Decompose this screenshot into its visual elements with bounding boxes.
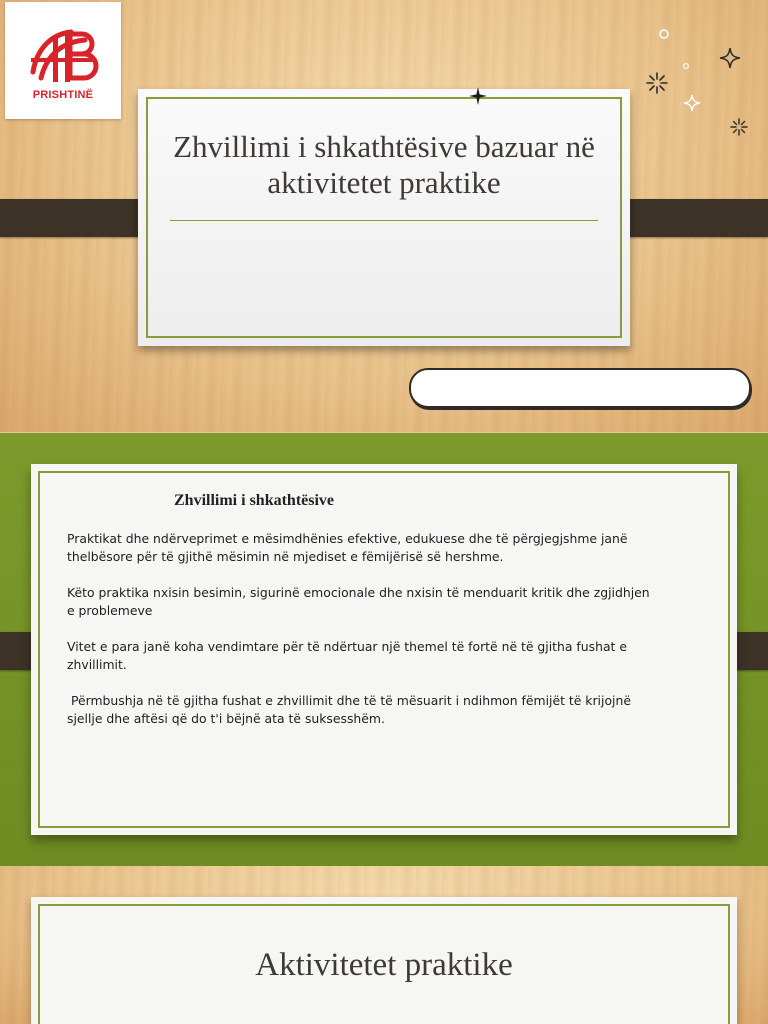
small-circle-sparkle-icon: [682, 62, 690, 70]
title-slide: [0, 0, 768, 432]
title-card: [138, 89, 630, 346]
star-sparkle-icon: [469, 87, 487, 105]
subtitle-pill-box: [409, 368, 751, 408]
logo[interactable]: [5, 2, 121, 119]
paragraph: Këto praktika nxisin besimin, sigurinë emocionale dhe nxisin të menduarit kritik dhe zgjidhjen e problemeve: [67, 585, 650, 618]
paragraph: Vitet e para janë koha vendimtare për të ndërtuar një themel të fortë në të gjitha fushat e zhvillimit.: [67, 639, 627, 672]
paragraph: Praktikat dhe ndërveprimet e mësimdhënies efektive, edukuese dhe të përgjegjshme janë thelbësore për të gjithë mësimin në mjediset e fëmijërisë së hershme.: [67, 531, 628, 564]
content-slide: [0, 433, 768, 866]
logo-text: PRISHTINË: [32, 89, 94, 101]
small-burst-sparkle-icon: [729, 117, 749, 137]
title-divider: [170, 220, 598, 221]
prishtine-logo-icon: [23, 22, 103, 90]
activities-card: [31, 897, 737, 1024]
section-heading: Zhvillimi i shkathtësive: [174, 492, 335, 509]
burst-sparkle-icon: [645, 71, 669, 95]
slide-title: Zhvillimi i shkathtësive bazuar në aktivitetet praktike: [173, 129, 595, 200]
activities-slide: [0, 866, 768, 1024]
paragraph: Përmbushja në të gjitha fushat e zhvillimit dhe të të mësuarit i ndihmon fëmijët të krijojnë sjellje dhe aftësi që do t'i bëjnë ata të suksesshëm.: [67, 693, 635, 726]
diamond-sparkle-icon: [683, 94, 701, 112]
four-point-star-icon: [719, 47, 741, 69]
circle-sparkle-icon: [658, 28, 670, 40]
left-ribbon-band: [0, 199, 155, 237]
content-card: [31, 464, 737, 835]
right-ribbon-band: [613, 199, 768, 237]
activities-title: Aktivitetet praktike: [255, 947, 513, 983]
